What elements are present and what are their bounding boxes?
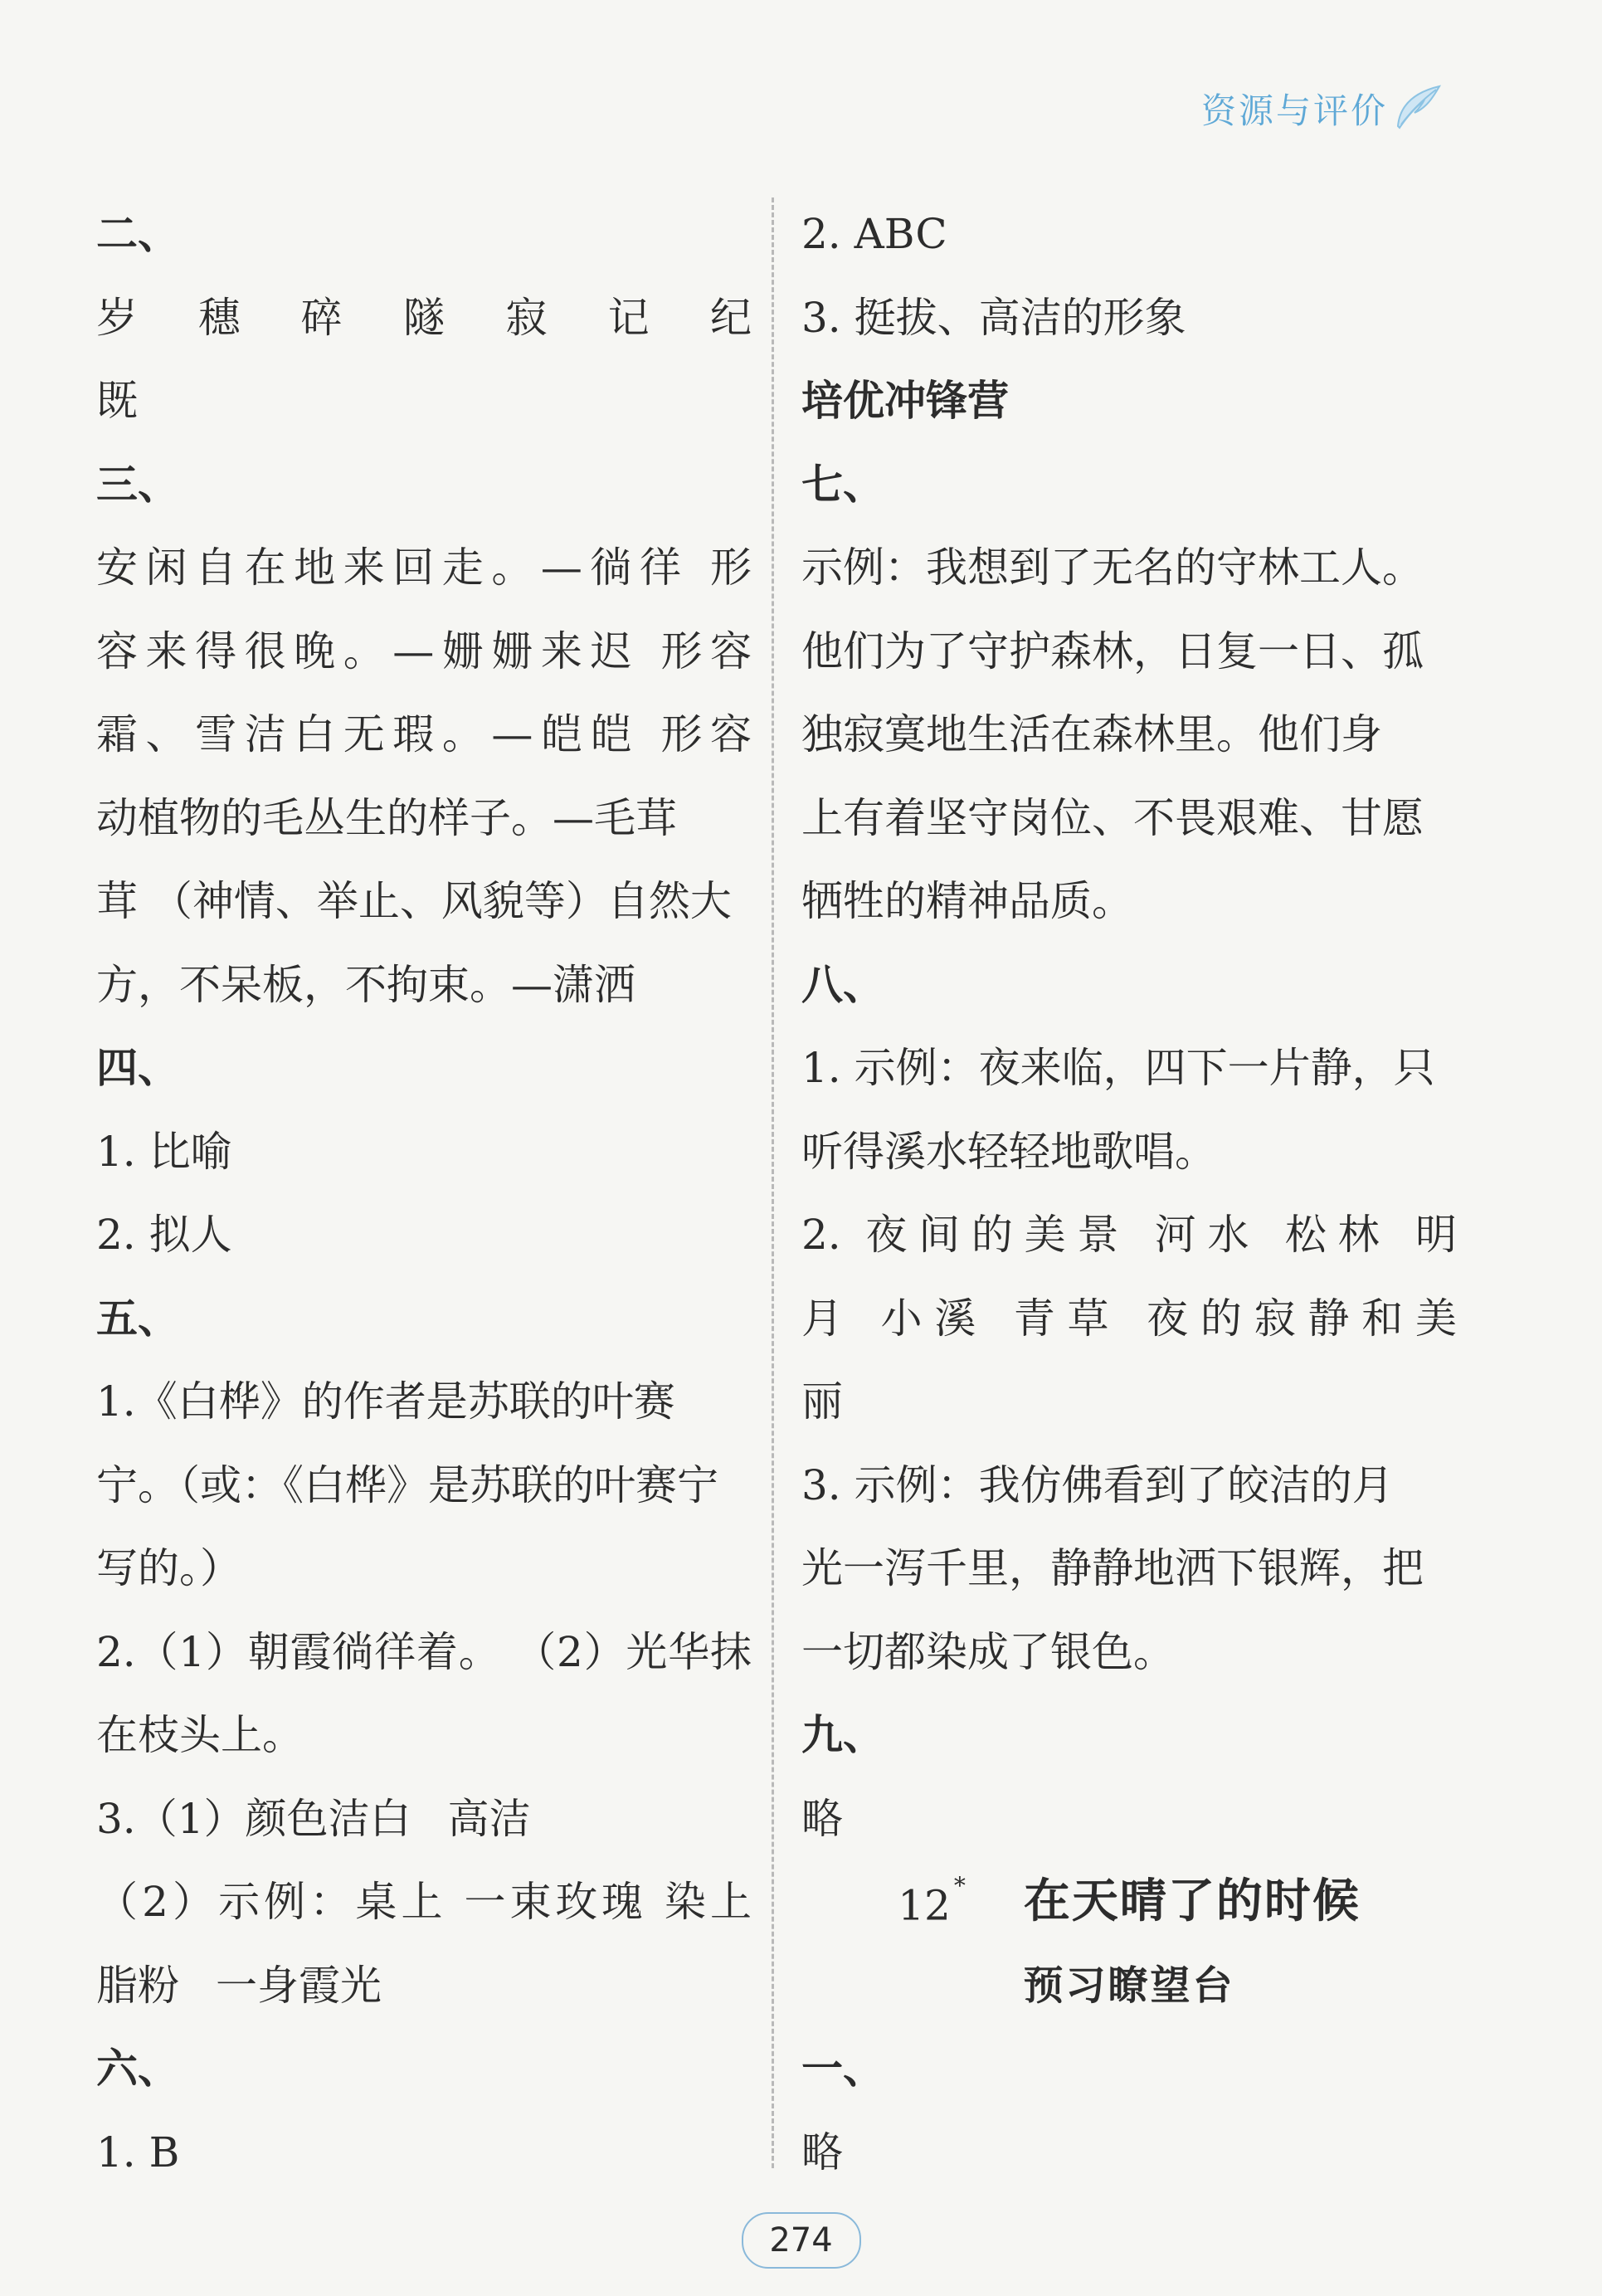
heading-2: 二、: [96, 210, 179, 258]
answer-line: （2）示例：桌上 一束玫瑰 染上: [96, 1878, 752, 1926]
answer-line: 独寂寞地生活在森林里。他们身: [801, 710, 1382, 758]
char-item: 穗: [198, 293, 265, 342]
answer-line: 3. 示例：我仿佛看到了皎洁的月: [801, 1460, 1394, 1509]
answer-line: 容来得很晚。—姗姗来迟 形容: [96, 626, 752, 675]
heading-6: 六、: [96, 2045, 179, 2093]
heading-8: 八、: [801, 960, 884, 1009]
answer-line: 方，不呆板，不拘束。—潇洒: [96, 960, 635, 1009]
char-item: 寂: [505, 293, 572, 342]
header: [1201, 83, 1444, 134]
answer-line: 1. B: [96, 2128, 180, 2177]
right-column: [801, 193, 1457, 2194]
column-divider: [772, 197, 774, 2168]
char-item: 岁: [96, 293, 162, 342]
answer-line: 上有着坚守岗位、不畏艰难、甘愿: [801, 793, 1424, 842]
feather-quill-icon: [1393, 83, 1444, 134]
answer-line: 牺牲的精神品质。: [801, 877, 1133, 925]
answer-line: 宁。（或：《白桦》是苏联的叶赛宁: [96, 1460, 718, 1509]
answer-line: 2. 夜间的美景 河水 松林 明: [801, 1211, 1457, 1259]
answer-line: 2.（1）朝霞徜徉着。 （2）光华抹: [96, 1627, 752, 1676]
answer-line: 2. 拟人: [96, 1211, 232, 1259]
answer-line: 3.（1）颜色洁白 高洁: [96, 1794, 531, 1843]
answer-line: 略: [801, 1794, 843, 1843]
char-list-cont: 既: [96, 377, 138, 425]
char-list: [96, 276, 752, 360]
answer-line: 2. ABC: [801, 210, 947, 258]
heading-5: 五、: [96, 1294, 179, 1343]
heading-4: 四、: [96, 1044, 179, 1092]
answer-line: 月 小溪 青草 夜的寂静和美: [801, 1294, 1458, 1343]
left-column: [96, 193, 752, 2194]
answer-line: 他们为了守护森林，日复一日、孤: [801, 626, 1424, 675]
answer-line: 1.《白桦》的作者是苏联的叶赛: [96, 1377, 675, 1426]
char-item: 隧: [402, 293, 469, 342]
header-label: 资源与评价: [1200, 90, 1388, 131]
answer-line: 1. 比喻: [96, 1127, 232, 1176]
char-item: 记: [607, 293, 674, 342]
answer-line: 写的。）: [96, 1544, 241, 1592]
answer-line: 脂粉 一身霞光: [96, 1961, 382, 2010]
answer-line: 在枝头上。: [96, 1711, 304, 1759]
section-title: 培优冲锋营: [801, 377, 1009, 425]
page-number: 274: [742, 2212, 861, 2269]
answer-line: 茸 （神情、举止、风貌等）自然大: [96, 877, 732, 925]
heading-1: 一、: [801, 2045, 884, 2093]
answer-line: 丽: [801, 1377, 843, 1426]
subheading: 预习瞭望台: [1023, 1962, 1235, 2009]
answer-line: 听得溪水轻轻地歌唱。: [801, 1127, 1216, 1176]
heading-9: 九、: [801, 1711, 884, 1759]
lesson-number: 12 *: [898, 1872, 966, 1930]
answer-line: 动植物的毛丛生的样子。—毛茸: [96, 793, 677, 842]
answer-line: 3. 挺拔、高洁的形象: [801, 293, 1186, 342]
answer-line: 示例：我想到了无名的守林工人。: [801, 544, 1424, 592]
char-item: 纪: [709, 293, 752, 342]
lesson-title: [801, 1860, 1457, 1944]
answer-line: 安闲自在地来回走。—徜徉 形: [96, 544, 752, 592]
lesson-name: 在天晴了的时候: [1023, 1874, 1361, 1928]
answer-line: 一切都染成了银色。: [801, 1627, 1175, 1676]
answer-line: 霜、雪洁白无瑕。—皑皑 形容: [96, 710, 752, 758]
answer-line: 光一泻千里，静静地洒下银辉，把: [801, 1544, 1424, 1592]
char-item: 碎: [300, 293, 367, 342]
answer-line: 略: [801, 2128, 843, 2177]
heading-3: 三、: [96, 460, 179, 509]
heading-7: 七、: [801, 460, 884, 509]
answer-line: 1. 示例：夜来临，四下一片静，只: [801, 1044, 1435, 1092]
